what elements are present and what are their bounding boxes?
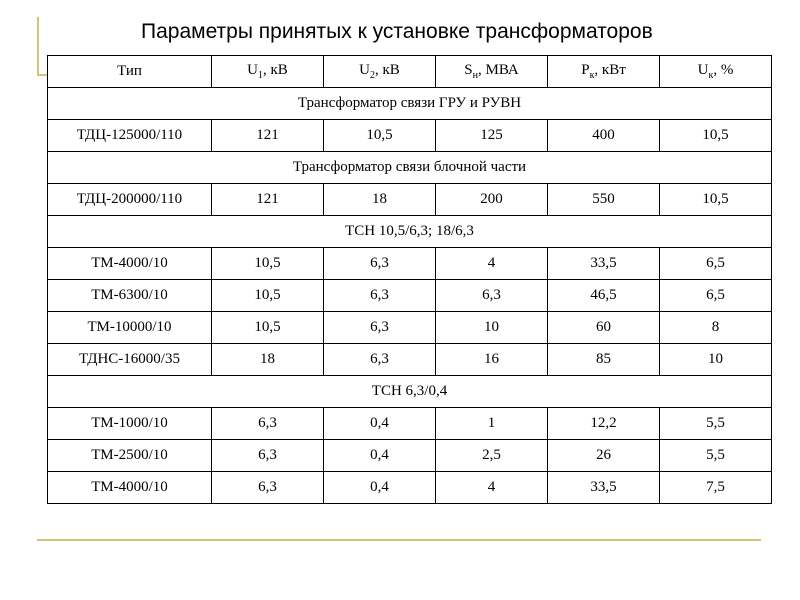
header-type: Тип (48, 56, 212, 88)
table-cell: 4 (436, 248, 548, 280)
table-cell: 550 (548, 184, 660, 216)
table-row (48, 184, 772, 216)
header-uk: $U_к$, % (660, 56, 772, 88)
table-cell: 85 (548, 344, 660, 376)
table-cell: 1 (436, 408, 548, 440)
decorative-bottom-line (37, 539, 761, 541)
table-cell: 6,3 (324, 312, 436, 344)
table-cell: 121 (212, 120, 324, 152)
table-cell: 10,5 (324, 120, 436, 152)
table-cell: 6,3 (212, 472, 324, 504)
table-row (48, 280, 772, 312)
table-cell: 10 (436, 312, 548, 344)
table-cell: 0,4 (324, 408, 436, 440)
table-cell: 26 (548, 440, 660, 472)
table-cell: 125 (436, 120, 548, 152)
header-sn: $S_н$, МВА (436, 56, 548, 88)
section-title: Трансформатор связи блочной части (48, 152, 772, 184)
table-cell: 2,5 (436, 440, 548, 472)
section-title: ТСН 6,3/0,4 (48, 376, 772, 408)
table-cell: 33,5 (548, 248, 660, 280)
header-u1: $U_1$, кВ (212, 56, 324, 88)
table-cell: 16 (436, 344, 548, 376)
table-header-row (48, 56, 772, 88)
section-row (48, 152, 772, 184)
table-cell: 6,3 (324, 280, 436, 312)
table-cell: 6,3 (324, 248, 436, 280)
table-cell: 10,5 (212, 312, 324, 344)
table-cell: 10 (660, 344, 772, 376)
table-cell: 18 (324, 184, 436, 216)
transformer-parameters-table (47, 55, 772, 504)
section-title: ТСН 10,5/6,3; 18/6,3 (48, 216, 772, 248)
table-row (48, 440, 772, 472)
table-cell: 10,5 (212, 280, 324, 312)
table-cell: 200 (436, 184, 548, 216)
table-row (48, 120, 772, 152)
header-pk: $Р_к$, кВт (548, 56, 660, 88)
table-cell: 5,5 (660, 408, 772, 440)
table-cell: ТДЦ-125000/110 (48, 120, 212, 152)
table-cell: 4 (436, 472, 548, 504)
table-cell: 121 (212, 184, 324, 216)
table-cell: ТМ-6300/10 (48, 280, 212, 312)
table-row (48, 344, 772, 376)
table-cell: 6,5 (660, 280, 772, 312)
decorative-top-line (37, 74, 47, 76)
table-row (48, 248, 772, 280)
section-title: Трансформатор связи ГРУ и РУВН (48, 88, 772, 120)
table-body (48, 88, 772, 504)
table-cell: 6,3 (324, 344, 436, 376)
page-title: Параметры принятых к установке трансформаторов (141, 20, 653, 43)
table-cell: 8 (660, 312, 772, 344)
table-cell: ТМ-4000/10 (48, 472, 212, 504)
table-cell: 18 (212, 344, 324, 376)
table-cell: ТМ-2500/10 (48, 440, 212, 472)
section-row (48, 216, 772, 248)
table-cell: 5,5 (660, 440, 772, 472)
table-cell: ТДНС-16000/35 (48, 344, 212, 376)
table-row (48, 312, 772, 344)
section-row (48, 88, 772, 120)
table-cell: ТМ-1000/10 (48, 408, 212, 440)
table-cell: ТМ-4000/10 (48, 248, 212, 280)
table-row (48, 408, 772, 440)
table-cell: 6,5 (660, 248, 772, 280)
table-cell: 10,5 (660, 120, 772, 152)
table-cell: 6,3 (212, 408, 324, 440)
table-cell: 10,5 (660, 184, 772, 216)
table-cell: 6,3 (436, 280, 548, 312)
table-cell: 400 (548, 120, 660, 152)
table-cell: 7,5 (660, 472, 772, 504)
table-cell: 33,5 (548, 472, 660, 504)
table-cell: ТДЦ-200000/110 (48, 184, 212, 216)
table-cell: 0,4 (324, 440, 436, 472)
header-u2: $U_2$, кВ (324, 56, 436, 88)
section-row (48, 376, 772, 408)
table-cell: 10,5 (212, 248, 324, 280)
table-cell: 0,4 (324, 472, 436, 504)
table-cell: ТМ-10000/10 (48, 312, 212, 344)
table-row (48, 472, 772, 504)
table-cell: 6,3 (212, 440, 324, 472)
decorative-vertical-line (37, 17, 39, 75)
table-cell: 12,2 (548, 408, 660, 440)
table-cell: 60 (548, 312, 660, 344)
table-cell: 46,5 (548, 280, 660, 312)
